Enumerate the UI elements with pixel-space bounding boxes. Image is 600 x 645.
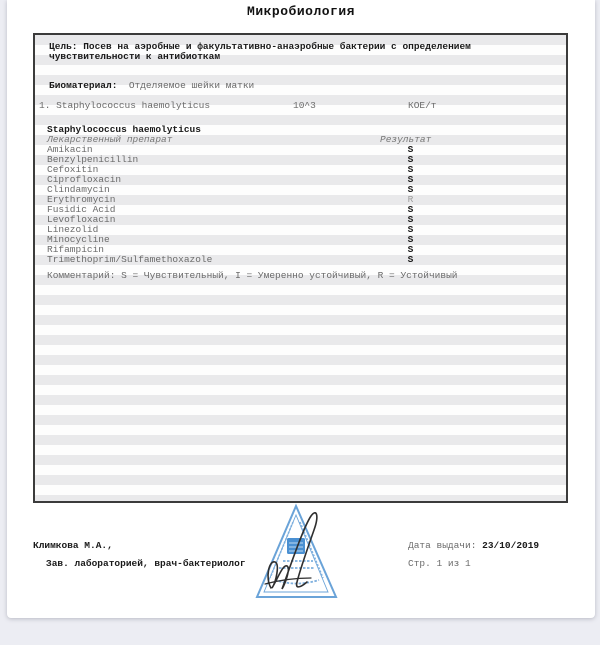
organism-name-header: Staphylococcus haemolyticus: [47, 124, 201, 135]
antibiotic-result: S: [407, 164, 414, 175]
column-header-drug: Лекарственный препарат: [47, 134, 173, 145]
antibiotic-result: S: [407, 254, 414, 265]
goal-line-2: чувствительности к антибиоткам: [49, 51, 221, 62]
page-number: Стр. 1 из 1: [408, 558, 471, 569]
doctor-name: Климкова М.А.,: [33, 540, 113, 551]
antibiotic-result: S: [407, 224, 414, 235]
antibiotic-result: S: [407, 214, 414, 225]
antibiotic-result: S: [407, 174, 414, 185]
report-sheet: [7, 0, 595, 618]
issue-date-label: Дата выдачи:: [408, 540, 477, 551]
comment-line: Комментарий: S = Чувствительный, I = Умеренно устойчивый, R = Устойчивый: [47, 270, 458, 281]
organism-concentration: 10^3: [293, 100, 316, 111]
antibiotic-name: Linezolid: [47, 224, 99, 235]
antibiotic-name: Trimethoprim/Sulfamethoxazole: [47, 254, 213, 265]
antibiotic-result: S: [407, 144, 414, 155]
antibiotic-name: Benzylpenicillin: [47, 154, 139, 165]
antibiotic-result: R: [407, 194, 414, 205]
antibiotic-name: Clindamycin: [47, 184, 110, 195]
antibiotic-result: S: [407, 234, 414, 245]
antibiotic-name: Rifampicin: [47, 244, 105, 255]
biomaterial-value: Отделяемое шейки матки: [128, 80, 255, 91]
report-box: [33, 33, 568, 503]
antibiotic-name: Levofloxacin: [47, 214, 116, 225]
goal-line-1: Цель: Посев на аэробные и факультативно-анаэробные бактерии с определением: [49, 41, 471, 52]
antibiotic-result: S: [407, 154, 414, 165]
antibiotic-name: Ciprofloxacin: [47, 174, 122, 185]
antibiotic-name: Fusidic Acid: [47, 204, 116, 215]
antibiotic-result: S: [407, 244, 414, 255]
biomaterial-label: Биоматериал:: [49, 80, 118, 91]
page-title: Микробиология: [247, 4, 355, 19]
organism-line: 1. Staphylococcus haemolyticus: [39, 100, 211, 111]
organism-units: КОЕ/т: [408, 100, 437, 111]
antibiotic-name: Cefoxitin: [47, 164, 99, 175]
biomaterial-row: [49, 81, 254, 91]
issue-date-row: [408, 540, 539, 551]
lab-stamp: [245, 498, 355, 610]
antibiotic-result: S: [407, 204, 414, 215]
antibiotic-name: Minocycline: [47, 234, 110, 245]
spacer: [117, 80, 128, 91]
antibiotic-name: Amikacin: [47, 144, 93, 155]
column-header-result: Результат: [380, 134, 432, 145]
antibiotic-name: Erythromycin: [47, 194, 116, 205]
antibiotic-result: S: [407, 184, 414, 195]
issue-date-value: 23/10/2019: [482, 540, 540, 551]
doctor-title: Зав. лабораторией, врач-бактериолог: [46, 558, 246, 569]
